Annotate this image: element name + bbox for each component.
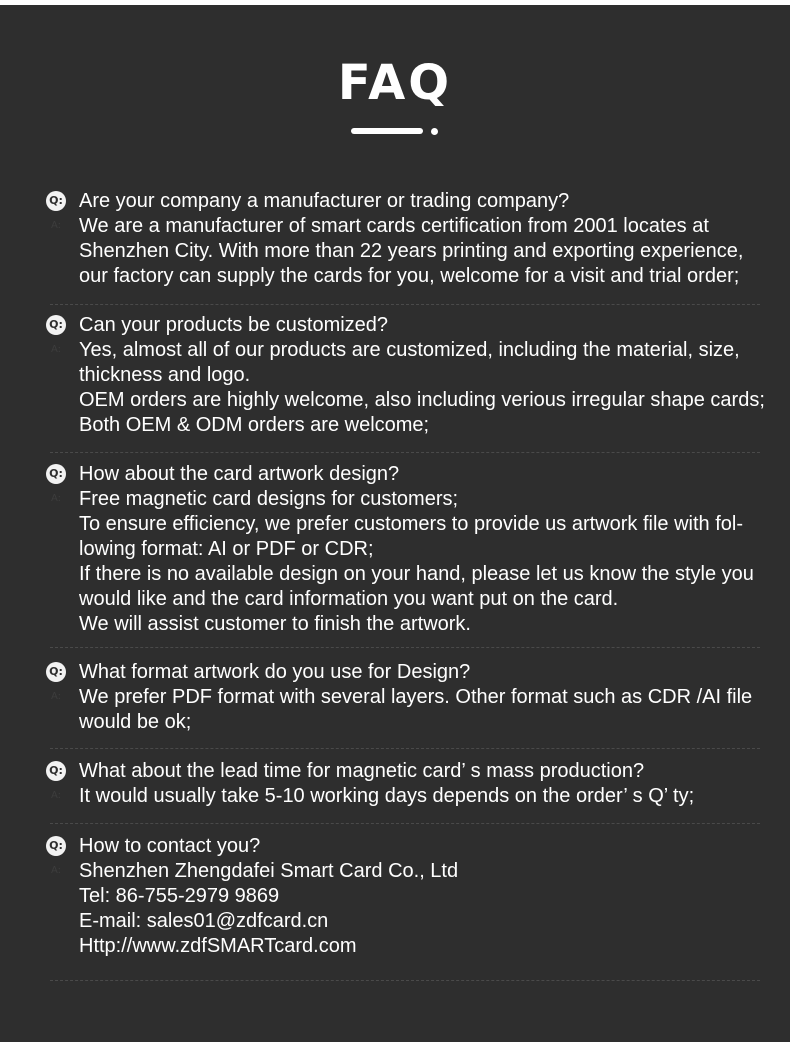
- faq-answer-line: It would usually take 5-10 working days depends on the order’ s Q’ ty;: [79, 785, 695, 807]
- faq-answer-line: would be ok;: [79, 711, 192, 733]
- faq-answer-line: would like and the card information you want put on the card.: [79, 588, 619, 610]
- faq-answer-line: Yes, almost all of our products are customized, including the material, size,: [79, 339, 740, 361]
- faq-answer-line: Both OEM & ODM orders are welcome;: [79, 414, 430, 436]
- faq-answer-line: To ensure efficiency, we prefer customers to provide us artwork file with fol-: [79, 513, 743, 535]
- question-icon: Q:: [46, 315, 66, 335]
- contact-phone: Tel: 86-755-2979 9869: [79, 885, 280, 907]
- faq-divider: [50, 647, 760, 648]
- faq-divider: [50, 980, 760, 981]
- question-icon: Q:: [46, 464, 66, 484]
- contact-website: Http://www.zdfSMARTcard.com: [79, 935, 357, 957]
- title-underline-dot: [431, 128, 438, 135]
- question-icon: Q:: [46, 191, 66, 211]
- answer-icon: A:: [50, 344, 62, 355]
- faq-question: What format artwork do you use for Design?: [79, 661, 471, 683]
- faq-answer-line: Free magnetic card designs for customers;: [79, 488, 459, 510]
- question-icon: Q:: [46, 761, 66, 781]
- answer-icon: A:: [50, 865, 62, 876]
- faq-answer-line: thickness and logo.: [79, 364, 251, 386]
- faq-question: Are your company a manufacturer or trading company?: [79, 190, 570, 212]
- faq-divider: [50, 304, 760, 305]
- faq-divider: [50, 823, 760, 824]
- page-title: FAQ: [337, 55, 453, 111]
- question-icon: Q:: [46, 836, 66, 856]
- faq-answer-line: OEM orders are highly welcome, also including verious irregular shape cards;: [79, 389, 765, 411]
- faq-answer-line: We are a manufacturer of smart cards certification from 2001 locates at: [79, 215, 709, 237]
- faq-answer-line: Shenzhen City. With more than 22 years printing and exporting experience,: [79, 240, 744, 262]
- faq-answer-line: If there is no available design on your hand, please let us know the style you: [79, 563, 754, 585]
- answer-icon: A:: [50, 691, 62, 702]
- faq-divider: [50, 748, 760, 749]
- faq-question: How to contact you?: [79, 835, 261, 857]
- faq-question: What about the lead time for magnetic card’ s mass production?: [79, 760, 645, 782]
- faq-answer-line: We will assist customer to finish the artwork.: [79, 613, 471, 635]
- title-underline: [351, 128, 423, 134]
- answer-icon: A:: [50, 220, 62, 231]
- contact-email: E-mail: sales01@zdfcard.cn: [79, 910, 329, 932]
- faq-answer-line: We prefer PDF format with several layers. Other format such as CDR /AI file: [79, 686, 753, 708]
- question-icon: Q:: [46, 662, 66, 682]
- faq-answer-line: our factory can supply the cards for you, welcome for a visit and trial order;: [79, 265, 740, 287]
- faq-question: How about the card artwork design?: [79, 463, 400, 485]
- faq-divider: [50, 452, 760, 453]
- faq-question: Can your products be customized?: [79, 314, 389, 336]
- faq-answer-line: lowing format: AI or PDF or CDR;: [79, 538, 374, 560]
- answer-icon: A:: [50, 493, 62, 504]
- company-name: Shenzhen Zhengdafei Smart Card Co., Ltd: [79, 860, 459, 882]
- answer-icon: A:: [50, 790, 62, 801]
